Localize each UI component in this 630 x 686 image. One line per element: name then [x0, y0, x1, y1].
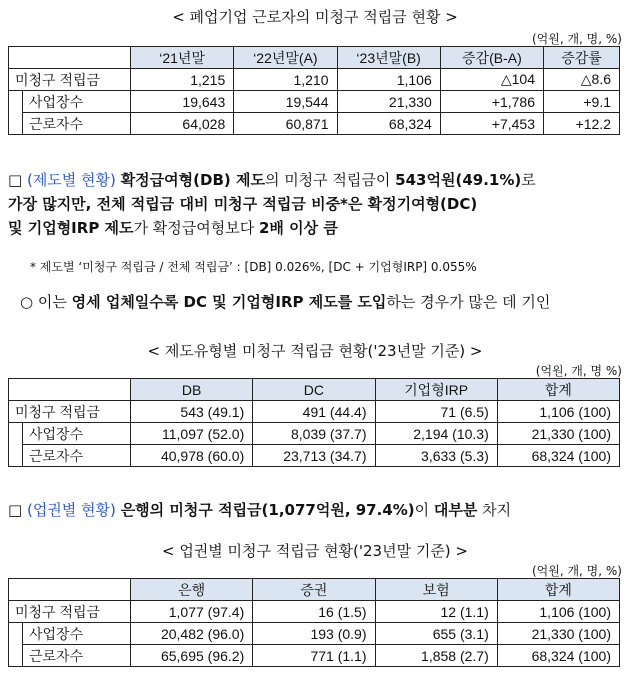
table2-header-row [9, 379, 620, 401]
table-cell: 1,858 (2.7) [375, 645, 497, 667]
table-cell: 21,330 [337, 91, 440, 113]
table2-header: DC [253, 379, 375, 401]
body-text: 이 [414, 501, 434, 519]
row-label: 사업장수 [23, 623, 131, 645]
table-row [9, 69, 620, 91]
table-cell: 71 (6.5) [375, 401, 497, 423]
table-cell: 1,210 [234, 69, 337, 91]
table-cell: 19,643 [131, 91, 234, 113]
table-cell: 40,978 (60.0) [131, 445, 253, 467]
table1-header: ‘22년말(A) [234, 47, 337, 69]
body-text: 차지 [477, 501, 512, 519]
row-label: 미청구 적립금 [9, 401, 131, 423]
table-cell: △8.6 [544, 69, 620, 91]
table-cell: 68,324 (100) [497, 445, 619, 467]
table1-header: 증감률 [544, 47, 620, 69]
table-cell: 68,324 (100) [497, 645, 619, 667]
square-bullet: □ [8, 501, 23, 519]
row-label: 근로자수 [23, 645, 131, 667]
table-row [9, 623, 620, 645]
body-text: 로 [521, 171, 536, 189]
table3-header-row [9, 579, 620, 601]
indent-cell [9, 645, 23, 667]
body-text: 의 미청구 적립금이 [264, 171, 396, 189]
body-text: 하는 경우가 많은 데 기인 [386, 293, 551, 311]
indent-cell [9, 113, 23, 135]
table3-header: 증권 [253, 579, 375, 601]
table3-corner [9, 579, 131, 601]
table2-header: DB [131, 379, 253, 401]
table-row [9, 113, 620, 135]
table-cell: 3,633 (5.3) [375, 445, 497, 467]
table3-header: 은행 [131, 579, 253, 601]
table1-header: ‘23년말(B) [337, 47, 440, 69]
emphasis-text: 대부분 [433, 501, 478, 519]
indent-cell [9, 445, 23, 467]
indent-cell [9, 91, 23, 113]
table-cell: 1,215 [131, 69, 234, 91]
table-cell: 12 (1.1) [375, 601, 497, 623]
table2-header: 합계 [497, 379, 619, 401]
table2 [8, 378, 620, 467]
section-tag: (제도별 현황) [26, 171, 116, 189]
emphasis-text: 및 기업형IRP 제도 [8, 219, 134, 237]
table1-header-row [9, 47, 620, 69]
row-label: 근로자수 [23, 445, 131, 467]
body-text: 이는 [37, 293, 72, 311]
table3-unit: (억원, 개, 명, %) [531, 564, 622, 578]
row-label: 사업장수 [23, 91, 131, 113]
table-cell: 655 (3.1) [375, 623, 497, 645]
table1-caption: < 폐업기업 근로자의 미청구 적립금 현황 > [172, 8, 458, 26]
table-cell: 60,871 [234, 113, 337, 135]
row-label: 미청구 적립금 [9, 69, 131, 91]
footnote: * 제도별 ‘미청구 적립금 / 전체 적립금’ : [DB] 0.026%, [DC + 기업형IRP] 0.055% [30, 260, 477, 274]
table3-header: 보험 [375, 579, 497, 601]
table-row [9, 445, 620, 467]
emphasis-text: 543억원(49.1%) [395, 171, 522, 189]
row-label: 근로자수 [23, 113, 131, 135]
paragraph-by-plan [8, 168, 626, 240]
table-cell: 64,028 [131, 113, 234, 135]
table-cell: 1,106 (100) [497, 401, 619, 423]
table1-header: ‘21년말 [131, 47, 234, 69]
table-cell: +7,453 [440, 113, 543, 135]
section-tag: (업권별 현황) [26, 501, 116, 519]
table-cell: 543 (49.1) [131, 401, 253, 423]
emphasis-text: 확정급여형(DB) 제도 [120, 171, 265, 189]
table1-unit: (억원, 개, 명, %) [531, 32, 622, 46]
indent-cell [9, 423, 23, 445]
row-label: 미청구 적립금 [9, 601, 131, 623]
table2-unit: (억원, 개, 명 %) [535, 364, 622, 378]
table-row [9, 601, 620, 623]
table2-corner [9, 379, 131, 401]
table-cell: +1,786 [440, 91, 543, 113]
emphasis-line: 가장 많지만, 전체 적립금 대비 미청구 적립금 비중*은 확정기여형(DC) [8, 195, 478, 213]
table-cell: 1,077 (97.4) [131, 601, 253, 623]
table-row [9, 401, 620, 423]
table-cell: 2,194 (10.3) [375, 423, 497, 445]
square-bullet: □ [8, 171, 23, 189]
table-cell: 491 (44.4) [253, 401, 375, 423]
table-cell: 771 (1.1) [253, 645, 375, 667]
table-cell: +12.2 [544, 113, 620, 135]
table2-caption: < 제도유형별 미청구 적립금 현황('23년말 기준) > [147, 342, 483, 360]
emphasis-text: 2배 이상 큼 [258, 219, 338, 237]
emphasis-text: 은행의 미청구 적립금(1,077억원, 97.4%) [120, 501, 415, 519]
row-label: 사업장수 [23, 423, 131, 445]
table2-header: 기업형IRP [375, 379, 497, 401]
table-cell: 193 (0.9) [253, 623, 375, 645]
table-cell: +9.1 [544, 91, 620, 113]
table-cell: 68,324 [337, 113, 440, 135]
table-cell: 19,544 [234, 91, 337, 113]
table-cell: △104 [440, 69, 543, 91]
table1-corner [9, 47, 131, 69]
table3-caption: < 업권별 미청구 적립금 현황('23년말 기준) > [161, 542, 468, 560]
table-cell: 20,482 (96.0) [131, 623, 253, 645]
table1 [8, 46, 620, 135]
table-cell: 8,039 (37.7) [253, 423, 375, 445]
table-cell: 23,713 (34.7) [253, 445, 375, 467]
table-row [9, 91, 620, 113]
table-row [9, 645, 620, 667]
table-row [9, 423, 620, 445]
paragraph-by-sector [8, 498, 626, 522]
indent-cell [9, 623, 23, 645]
body-text: 가 확정급여형보다 [133, 219, 259, 237]
emphasis-text: 영세 업체일수록 DC 및 기업형IRP 제도를 도입 [71, 293, 387, 311]
table-cell: 16 (1.5) [253, 601, 375, 623]
table-cell: 21,330 (100) [497, 423, 619, 445]
table-cell: 11,097 (52.0) [131, 423, 253, 445]
table-cell: 65,695 (96.2) [131, 645, 253, 667]
table-cell: 1,106 [337, 69, 440, 91]
table1-header: 증감(B-A) [440, 47, 543, 69]
circle-bullet: ○ [20, 293, 34, 311]
table3 [8, 578, 620, 667]
table-cell: 1,106 (100) [497, 601, 619, 623]
table-cell: 21,330 (100) [497, 623, 619, 645]
paragraph-reason [20, 290, 630, 314]
table3-header: 합계 [497, 579, 619, 601]
